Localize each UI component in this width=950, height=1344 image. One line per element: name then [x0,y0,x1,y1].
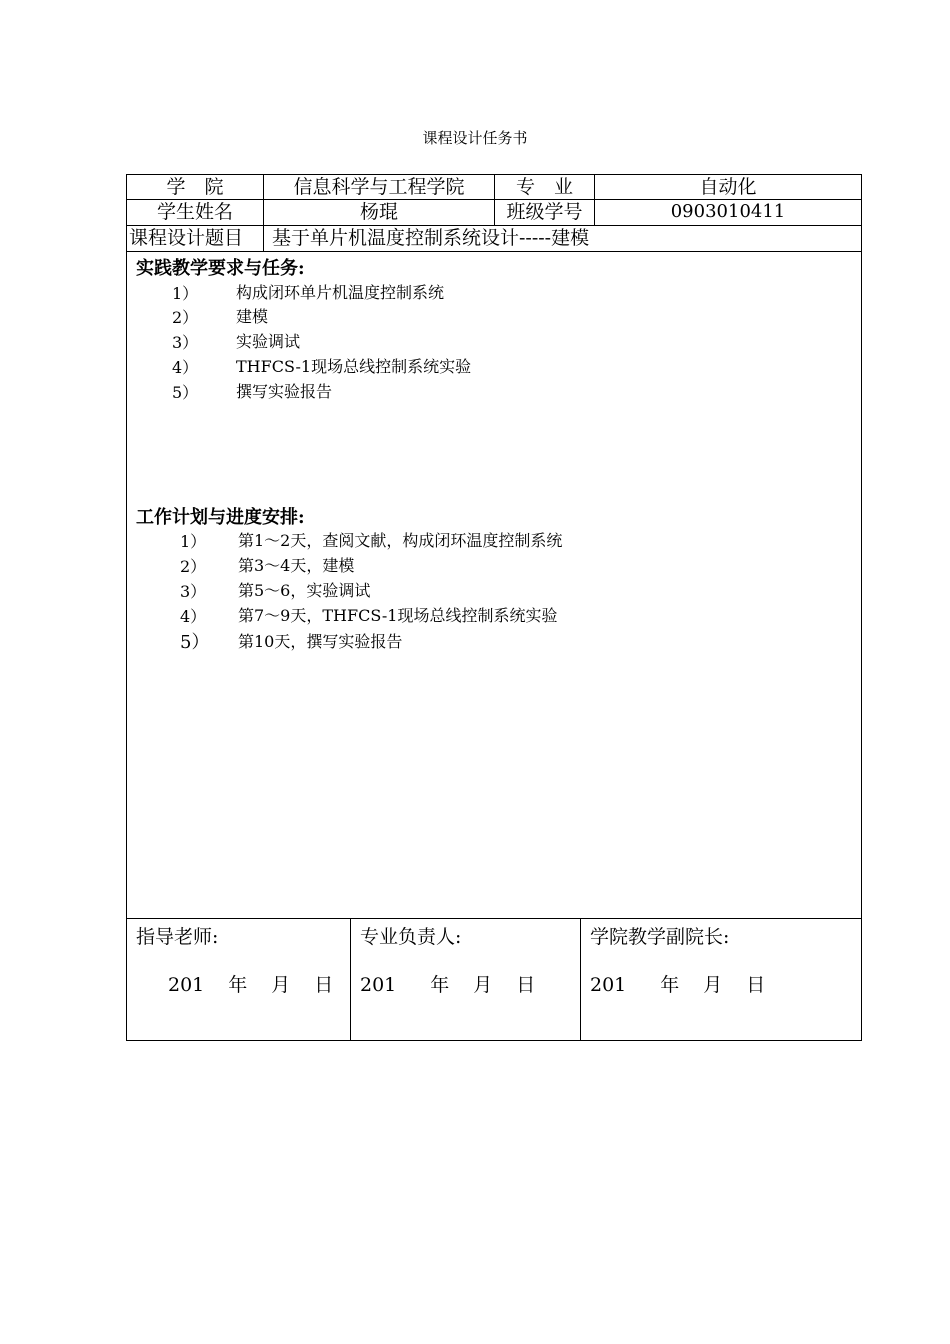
requirement-number: 5） [172,383,199,402]
requirement-number: 2） [172,308,199,327]
college-label: 学 院 [166,176,224,198]
table-col-divider [580,918,581,1040]
date-year: 201 [360,974,397,996]
topic-label: 课程设计题目 [129,227,244,249]
plan-number: 3） [180,582,207,601]
date-year-unit: 年 [228,974,248,996]
plan-item: 第10天，撰写实验报告 [238,632,403,651]
requirement-item: 撰写实验报告 [236,382,333,401]
vice-dean-signature-label: 学院教学副院长: [590,926,730,948]
requirement-item: 实验调试 [236,332,301,351]
date-month-unit: 月 [473,974,493,996]
date-year: 201 [168,974,205,996]
table-border-right [861,174,862,1041]
plan-item: 第7～9天，THFCS-1现场总线控制系统实验 [238,606,558,625]
major-value: 自动化 [699,176,757,198]
major-label: 专 业 [515,176,573,198]
requirements-heading: 实践教学要求与任务: [136,258,305,279]
college-value: 信息科学与工程学院 [293,176,465,198]
major-head-signature-label: 专业负责人: [360,926,462,948]
requirement-number: 1） [172,284,199,303]
class-id-value: 0903010411 [670,201,786,222]
advisor-date [168,970,333,997]
plan-number: 4） [180,607,207,626]
table-border-bottom [126,1040,862,1041]
table-row-divider [126,918,862,919]
table-col-divider [350,918,351,1040]
date-month-unit: 月 [271,974,291,996]
plan-item: 第3～4天，建模 [238,556,355,575]
date-day-unit: 日 [314,974,334,996]
requirement-item: 构成闭环单片机温度控制系统 [236,283,445,302]
major-head-date [360,970,535,997]
date-day-unit: 日 [746,974,766,996]
class-id-label: 班级学号 [506,201,583,223]
document-title: 课程设计任务书 [422,129,528,147]
plan-number: 2） [180,557,207,576]
requirement-item: THFCS-1现场总线控制系统实验 [236,357,472,376]
requirement-number: 4） [172,358,199,377]
plan-item: 第1～2天，查阅文献，构成闭环温度控制系统 [238,531,563,550]
vice-dean-date [590,970,765,997]
date-year: 201 [590,974,627,996]
plan-number: 1） [180,532,207,551]
plan-item: 第5～6，实验调试 [238,581,371,600]
requirement-item: 建模 [236,307,269,326]
table-row-divider [126,251,862,252]
table-col-divider [263,225,264,251]
advisor-signature-label: 指导老师: [136,926,219,948]
table-border-left [126,174,127,1041]
requirement-number: 3） [172,333,199,352]
student-name-label: 学生姓名 [156,201,233,223]
plan-number: 5） [180,632,210,653]
date-year-unit: 年 [430,974,450,996]
date-year-unit: 年 [660,974,680,996]
student-name-value: 杨琨 [359,201,398,223]
plan-heading: 工作计划与进度安排: [136,507,305,528]
topic-value: 基于单片机温度控制系统设计-----建模 [272,227,590,249]
date-month-unit: 月 [703,974,723,996]
date-day-unit: 日 [516,974,536,996]
